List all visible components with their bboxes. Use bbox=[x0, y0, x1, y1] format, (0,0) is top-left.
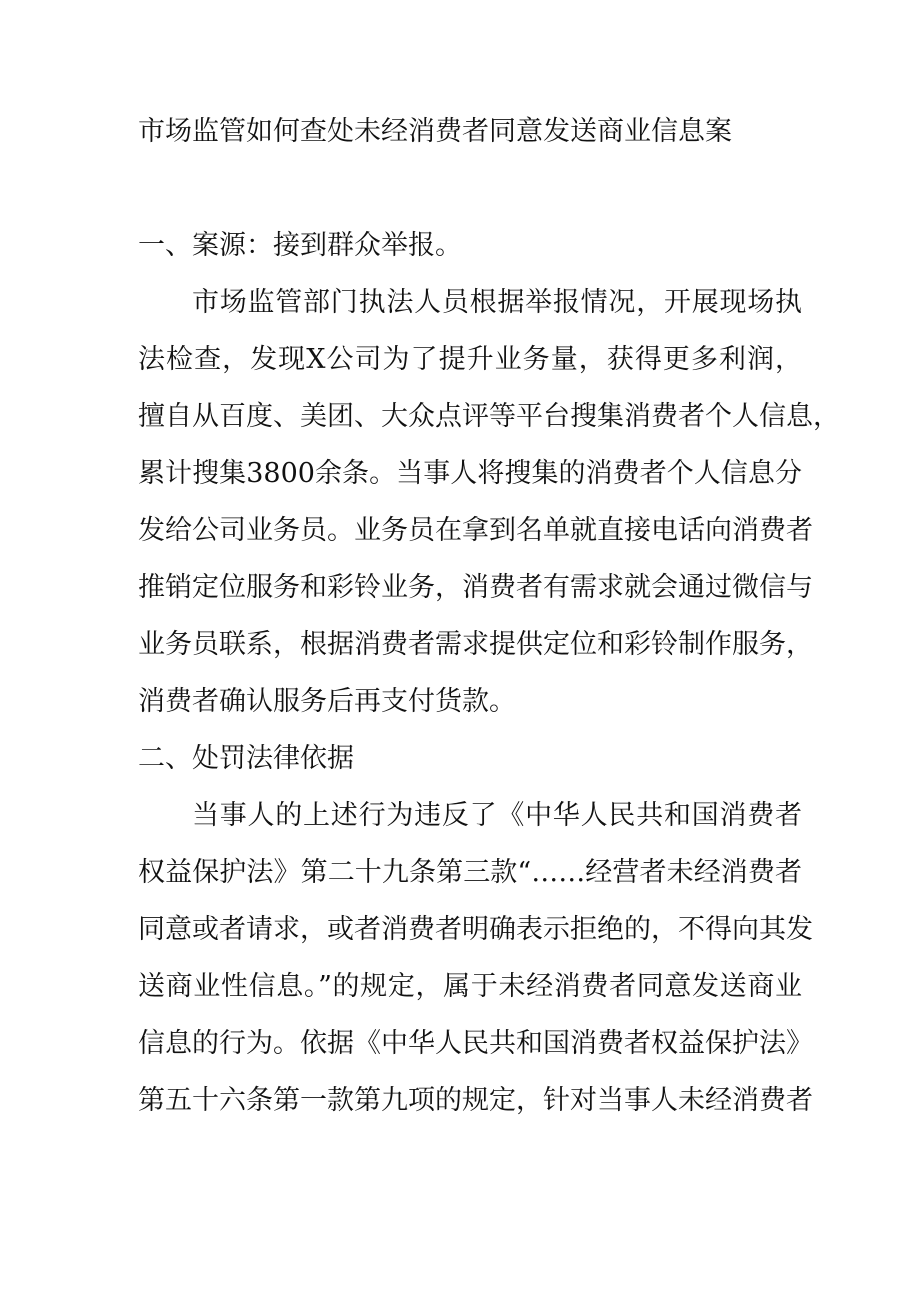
paragraph-line: 信息的行为。依据《中华人民共和国消费者权益保护法》 bbox=[138, 1028, 813, 1059]
paragraph-line: 送商业性信息。”的规定，属于未经消费者同意发送商业 bbox=[138, 971, 802, 1002]
paragraph-line: 法检查，发现X公司为了提升业务量，获得更多利润， bbox=[138, 344, 802, 375]
paragraph-line: 推销定位服务和彩铃业务，消费者有需求就会通过微信与 bbox=[138, 572, 813, 603]
paragraph-line: 当事人的上述行为违反了《中华人民共和国消费者 bbox=[192, 800, 802, 831]
paragraph-line: 发给公司业务员。业务员在拿到名单就直接电话向消费者 bbox=[138, 515, 813, 546]
paragraph-line: 累计搜集3800余条。当事人将搜集的消费者个人信息分 bbox=[138, 458, 802, 489]
section-heading-legal-basis: 二、处罚法律依据 bbox=[138, 743, 354, 774]
paragraph-line: 市场监管部门执法人员根据举报情况，开展现场执 bbox=[192, 287, 802, 318]
paragraph-line: 第五十六条第一款第九项的规定，针对当事人未经消费者 bbox=[138, 1085, 813, 1116]
document-title: 市场监管如何查处未经消费者同意发送商业信息案 bbox=[138, 116, 732, 147]
section-heading-case-source: 一、案源：接到群众举报。 bbox=[138, 230, 462, 261]
paragraph-line: 擅自从百度、美团、大众点评等平台搜集消费者个人信息， bbox=[138, 401, 840, 432]
paragraph-line: 消费者确认服务后再支付货款。 bbox=[138, 686, 516, 717]
paragraph-line: 同意或者请求，或者消费者明确表示拒绝的，不得向其发 bbox=[138, 914, 813, 945]
paragraph-line: 业务员联系，根据消费者需求提供定位和彩铃制作服务， bbox=[138, 629, 813, 660]
paragraph-line: 权益保护法》第二十九条第三款“……经营者未经消费者 bbox=[138, 857, 802, 888]
